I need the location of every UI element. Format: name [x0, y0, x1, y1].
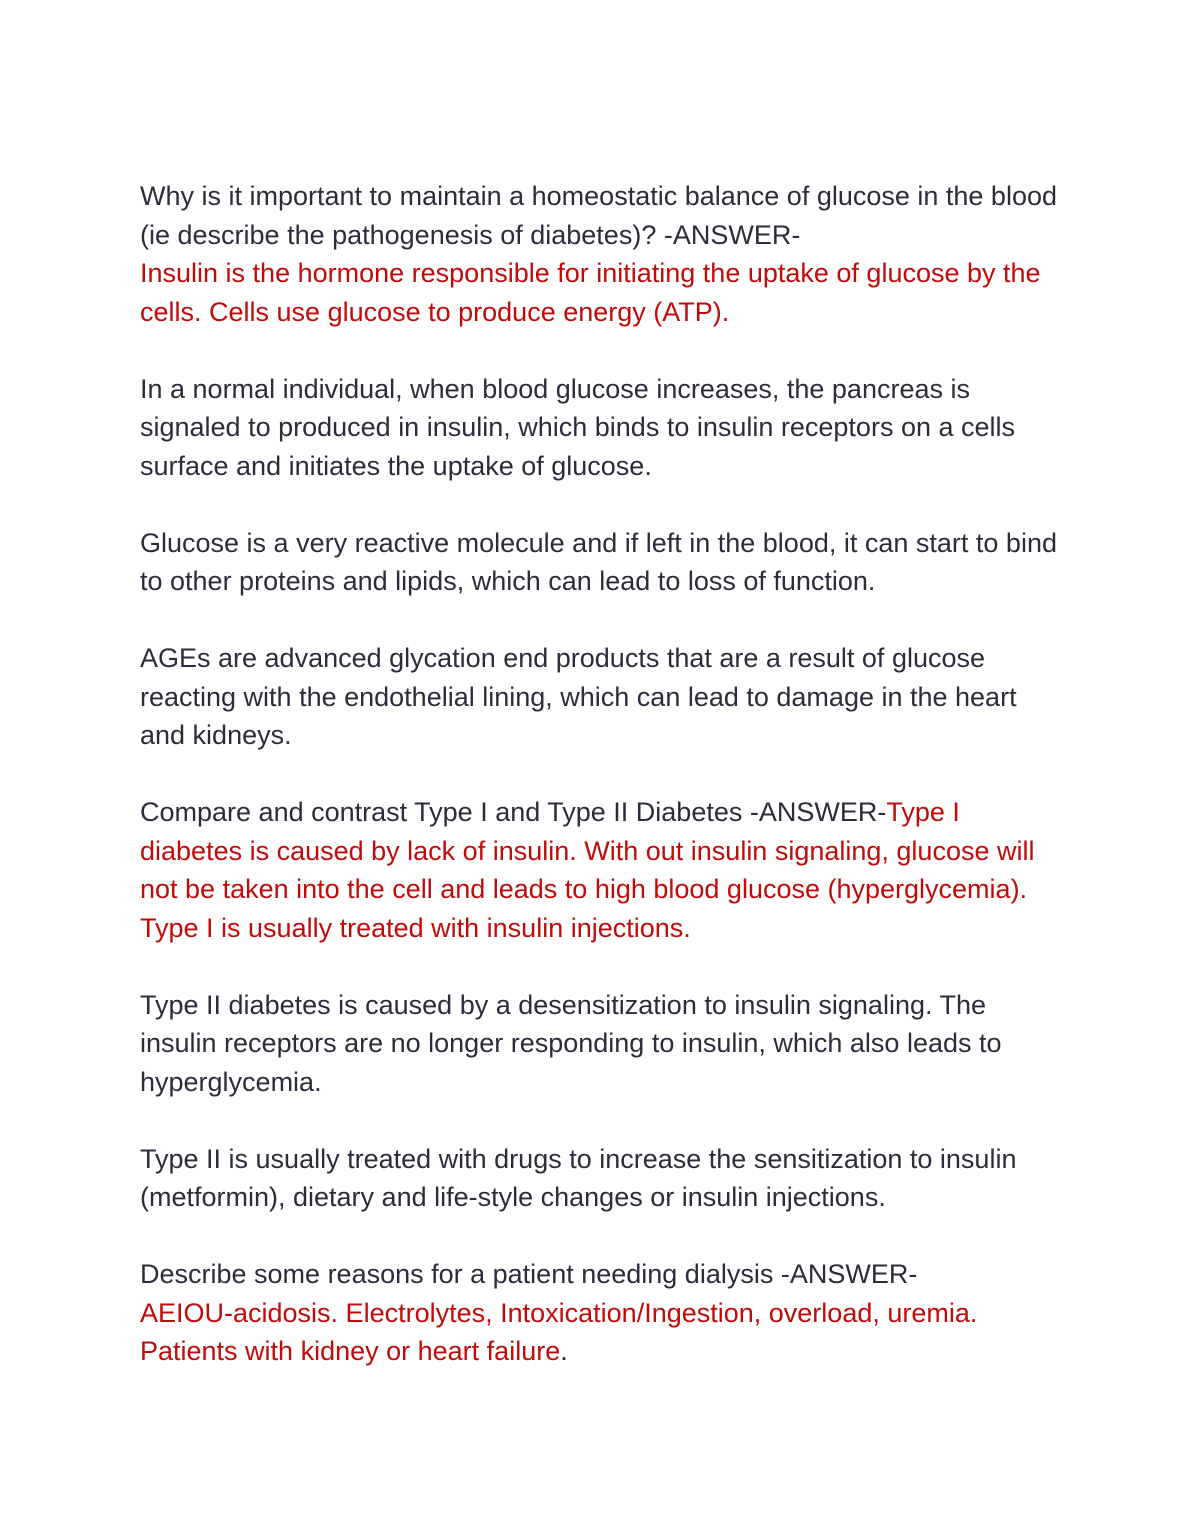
paragraph-glucose-reactive: [140, 524, 1060, 601]
document-page: [140, 177, 1060, 1409]
body-text: In a normal individual, when blood glucose increases, the pancreas is signaled to produced in insulin, which binds to insulin receptors on a cells surface and initiates the uptake of glucose.: [140, 373, 1016, 481]
paragraph-type-two-treatment: [140, 1140, 1060, 1217]
question-text: Describe some reasons for a patient needing dialysis -ANSWER-: [140, 1259, 918, 1289]
qa-block-diabetes-types: [140, 793, 1060, 947]
paragraph-normal-individual: [140, 370, 1060, 486]
paragraph-ages: [140, 639, 1060, 755]
qa-block-glucose-homeostasis: [140, 177, 1060, 331]
answer-text: AEIOU-acidosis. Electrolytes, Intoxication/Ingestion, overload, uremia. Patients with kidney or heart failure: [140, 1297, 978, 1366]
question-text: Compare and contrast Type I and Type II Diabetes -ANSWER-: [140, 797, 887, 827]
paragraph-type-two-cause: [140, 986, 1060, 1102]
body-text: Type II is usually treated with drugs to increase the sensitization to insulin (metformin), dietary and life-style changes or insulin injections.: [140, 1143, 1017, 1212]
question-text: Why is it important to maintain a homeostatic balance of glucose in the blood (ie describe the pathogenesis of diabetes)? -ANSWER-: [140, 181, 1057, 250]
body-text: Glucose is a very reactive molecule and if left in the blood, it can start to bind to other proteins and lipids, which can lead to loss of function.: [140, 527, 1057, 596]
trailing-period: .: [560, 1336, 568, 1366]
qa-block-dialysis: [140, 1255, 1060, 1371]
body-text: Type II diabetes is caused by a desensitization to insulin signaling. The insulin receptors are no longer responding to insulin, which also leads to hyperglycemia.: [140, 989, 1002, 1097]
answer-text: Insulin is the hormone responsible for initiating the uptake of glucose by the cells. Cells use glucose to produce energy (ATP).: [140, 258, 1041, 327]
body-text: AGEs are advanced glycation end products that are a result of glucose reacting with the endothelial lining, which can lead to damage in the heart and kidneys.: [140, 643, 1017, 750]
answer-text: Type I diabetes is caused by lack of insulin. With out insulin signaling, glucose will not be taken into the cell and leads to high blood glucose (hyperglycemia). Type I is usually treated with insulin injections.: [140, 797, 1035, 943]
